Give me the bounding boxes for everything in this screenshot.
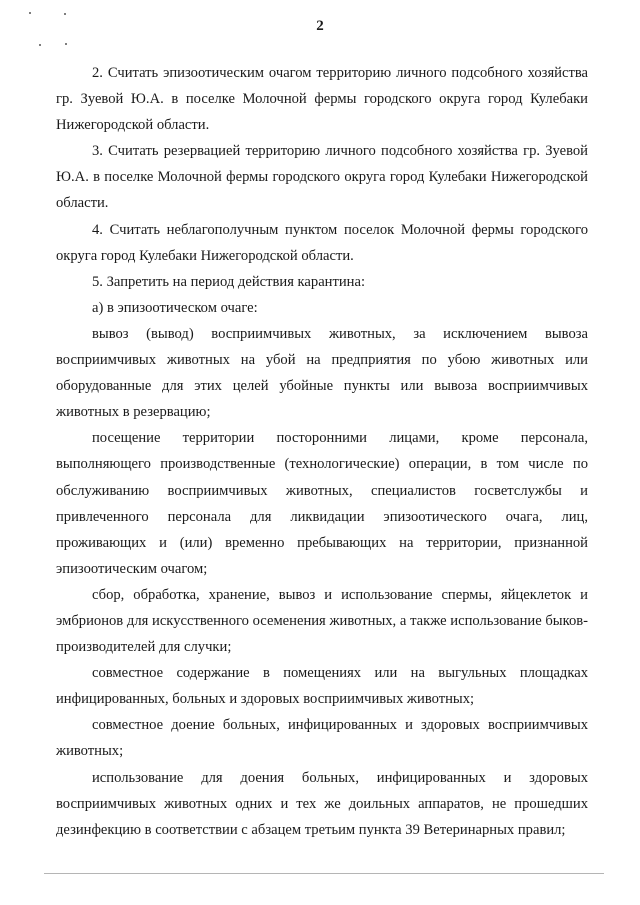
document-body [56, 60, 588, 843]
scan-speck [29, 12, 31, 14]
paragraph-joint-keeping-ban: совместное содержание в помещениях или на выгульных площадках инфицированных, больных и здоровых восприимчивых животных; [56, 665, 588, 708]
paragraph-item-5: 5. Запретить на период действия карантина: [92, 273, 366, 290]
paragraph-sperm-ban: сбор, обработка, хранение, вывоз и использование спермы, яйцеклеток и эмбрионов для искусственного осеменения животных, а также использование быков-производителей для случки; [56, 586, 588, 656]
scan-speck [39, 44, 41, 46]
page-number: 2 [316, 18, 324, 34]
paragraph-item-3: 3. Считать резервацией территорию личного подсобного хозяйства гр. Зуевой Ю.А. в поселке Молочной фермы городского округа город Кулебаки Нижегородской области. [56, 143, 588, 212]
paragraph-export-ban: вывоз (вывод) восприимчивых животных, за исключением вывоза восприимчивых животных на убой на предприятия по убою животных или оборудованные для этих целей убойные пункты или вывоза восприимчивых животных в резервацию; [56, 325, 588, 421]
scan-speck [64, 13, 66, 15]
scan-speck [65, 43, 67, 45]
paragraph-item-2: 2. Считать эпизоотическим очагом территорию личного подсобного хозяйства гр. Зуевой Ю.А. в поселке Молочной фермы городского округа город Кулебаки Нижегородской области. [56, 65, 588, 134]
page-bottom-divider [44, 873, 604, 874]
paragraph-visit-ban: посещение территории посторонними лицами, кроме персонала, выполняющего производственные (технологические) операции, в том числе по обслуживанию восприимчивых животных, специалистов госветслужбы и привлеченного персонала для ликвидации эпизоотического очага, лиц, проживающих и (или) временно пребывающих на территории, признанной эпизоотическим очагом; [56, 430, 588, 577]
paragraph-milking-equipment-ban: использование для доения больных, инфицированных и здоровых восприимчивых животных одних и тех же доильных аппаратов, не прошедших дезинфекцию в соответствии с абзацем третьим пункта 39 Ветеринарных правил; [56, 769, 588, 838]
paragraph-item-4: 4. Считать неблагополучным пунктом поселок Молочной фермы городского округа город Кулебаки Нижегородской области. [56, 221, 588, 264]
paragraph-subitem-a: а) в эпизоотическом очаге: [92, 299, 258, 316]
paragraph-joint-milking-ban: совместное доение больных, инфицированных и здоровых восприимчивых животных; [56, 717, 588, 760]
